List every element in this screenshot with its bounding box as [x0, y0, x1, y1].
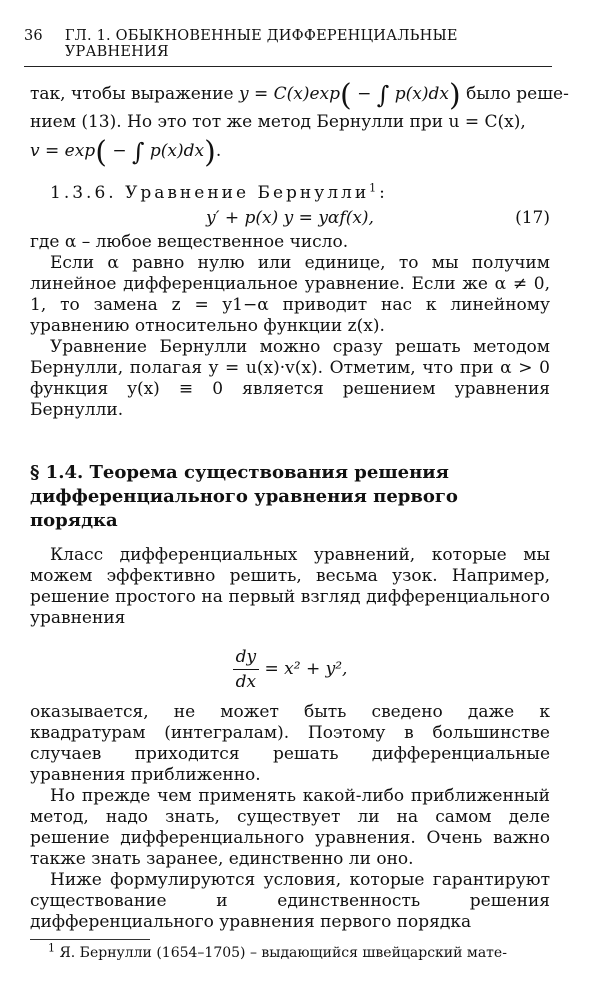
page-number: 36 [24, 28, 43, 44]
subsection-heading: 1.3.6. Уравнение Бернулли$^1$: [50, 181, 388, 203]
chapter-title: ГЛ. 1. ОБЫКНОВЕННЫЕ ДИФФЕРЕНЦИАЛЬНЫЕ УРАВНЕНИЯ [64, 28, 458, 60]
paragraph: Ниже формулируются условия, которые гарантируют существование и единственность решения дифференциального уравнения первого порядка [30, 870, 550, 932]
fraction [233, 645, 260, 694]
integral-sign: ∫ [376, 81, 390, 109]
integral-sign: ∫ [131, 138, 145, 166]
footnote-text: Я. Бернулли (1654–1705) – выдающийся швейцарский мате- [59, 945, 507, 961]
right-paren: ) [448, 78, 461, 113]
running-header [24, 28, 552, 67]
intro-text: так, чтобы выражение [30, 84, 234, 104]
minus-sign: − [112, 141, 127, 161]
equation-17 [30, 208, 550, 229]
footnote-mark: 1 [48, 941, 55, 955]
paragraph: Уравнение Бернулли можно сразу решать методом Бернулли, полагая y = u(x)·v(x). Отметим, что при α > 0 функция y(x) ≡ 0 является решением уравнения Бернулли. [30, 337, 550, 420]
v-expression: v = exp [30, 141, 96, 161]
main-text [30, 76, 569, 962]
equation-number: (17) [515, 208, 550, 228]
integrand: p(x)dx [394, 84, 449, 104]
section-title: § 1.4. Теорема существования решения дифференциального уравнения первого порядка [30, 462, 458, 531]
right-paren: ) [204, 135, 216, 170]
footnote-mark: 1 [369, 181, 380, 195]
display-equation [30, 645, 550, 694]
footnote-divider [30, 939, 150, 940]
paragraph: Класс дифференциальных уравнений, которые мы можем эффективно решить, весьма узок. Например, решение простого на первый взгляд дифференциального уравнения [30, 545, 550, 628]
intro-expression: y = C(x)exp [238, 84, 341, 104]
intro-line-1 [30, 76, 569, 113]
equation-rhs: = x² + y², [264, 659, 348, 679]
fraction-numerator: dy [233, 645, 260, 670]
footnote [30, 941, 550, 962]
left-paren: ( [95, 135, 107, 170]
paragraph: Но прежде чем применять какой-либо приближенный метод, надо знать, существует ли на самом деле решение дифференциального уравнения. Очень важно также знать заранее, единственно ли оно. [30, 786, 550, 869]
minus-sign: − [357, 84, 372, 104]
left-paren: ( [340, 78, 352, 113]
fraction-denominator: dx [235, 672, 257, 692]
paragraph: Если α равно нулю или единице, то мы получим линейное дифференциальное уравнение. Если же α ≠ 0, 1, то замена z = y1−α приводит нас к линейному уравнению относительно функции z(x). [30, 253, 550, 336]
intro-line-2: нием (13). Но это тот же метод Бернулли при u = C(x), [30, 112, 526, 132]
integrand: p(x)dx [149, 141, 205, 161]
period: . [215, 141, 222, 161]
equation-note: где α – любое вещественное число. [30, 232, 349, 252]
paragraph: оказывается, не может быть сведено даже к квадратурам (интегралам). Поэтому в большинстве случаев приходится решать дифференциальные уравнения приближенно. [30, 702, 550, 785]
intro-line-3 [30, 133, 550, 169]
intro-text-end: было реше- [466, 84, 569, 104]
subsection-heading-text: 1.3.6. Уравнение Бернулли [50, 183, 370, 203]
equation-text: y′ + p(x) y = yαf(x), [206, 208, 374, 228]
